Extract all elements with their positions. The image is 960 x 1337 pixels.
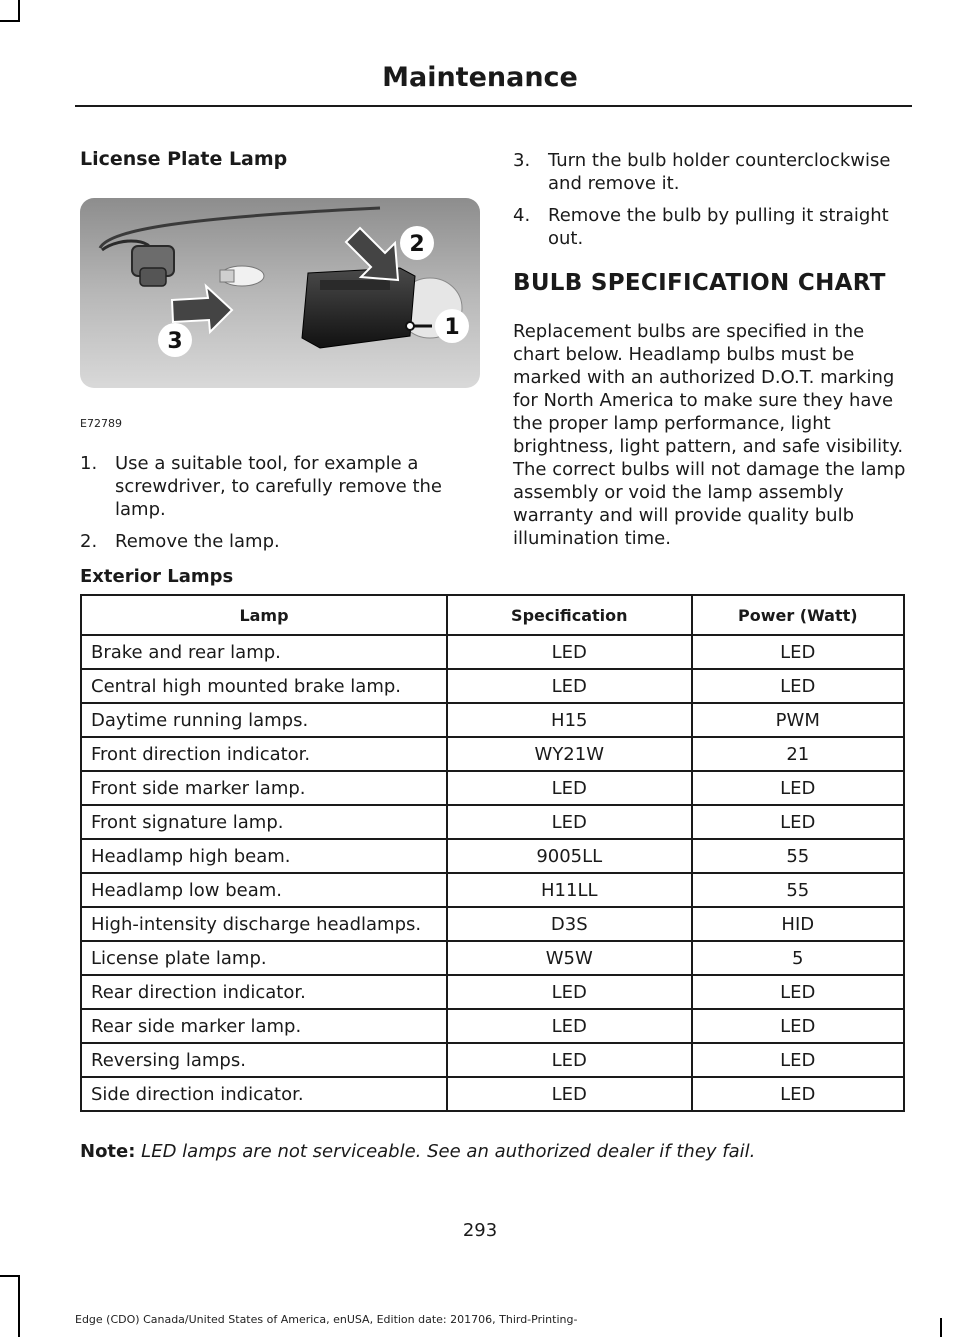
specification-cell: LED: [447, 1009, 692, 1043]
specification-cell: H11LL: [447, 873, 692, 907]
edition-footer: Edge (CDO) Canada/United States of America, enUSA, Edition date: 201706, Third-Printing-: [75, 1313, 578, 1326]
bulb-chart-heading: BULB SPECIFICATION CHART: [513, 270, 886, 296]
table-row: [81, 703, 904, 737]
lamp-cell: Central high mounted brake lamp.: [81, 669, 447, 703]
step-text: Use a suitable tool, for example a screwdriver, to carefully remove the lamp.: [115, 453, 443, 520]
step-text: Remove the lamp.: [115, 531, 280, 552]
step-text: Remove the bulb by pulling it straight out.: [548, 205, 889, 249]
exterior-lamps-table: [80, 594, 905, 1112]
callout-1: [435, 309, 469, 343]
step-number: 3.: [513, 150, 531, 171]
callout-2-label: 2: [409, 232, 425, 257]
table-row: [81, 873, 904, 907]
callout-2: [400, 226, 434, 260]
license-plate-heading: License Plate Lamp: [80, 148, 288, 170]
step-item: [513, 204, 908, 250]
specification-cell: LED: [447, 975, 692, 1009]
power-cell: LED: [692, 975, 904, 1009]
power-cell: 21: [692, 737, 904, 771]
table-row: [81, 907, 904, 941]
step-number: 2.: [80, 531, 98, 552]
column-header-power: Power (Watt): [692, 595, 904, 635]
lamp-cell: Headlamp high beam.: [81, 839, 447, 873]
table-header-row: [81, 595, 904, 635]
table-row: [81, 635, 904, 669]
power-cell: LED: [692, 1077, 904, 1111]
callout-1-label: 1: [444, 315, 460, 340]
lamp-cell: Reversing lamps.: [81, 1043, 447, 1077]
power-cell: LED: [692, 771, 904, 805]
lamp-cell: Daytime running lamps.: [81, 703, 447, 737]
crop-mark-bottom-left: [0, 1275, 20, 1277]
crop-mark-top-left: [0, 20, 20, 22]
specification-cell: LED: [447, 635, 692, 669]
step-number: 4.: [513, 205, 531, 226]
crop-mark-bottom-left: [18, 1275, 20, 1337]
license-plate-lamp-illustration: [80, 198, 480, 388]
crop-mark-top-left: [18, 0, 20, 22]
lamp-cell: Front direction indicator.: [81, 737, 447, 771]
step-item: [80, 452, 475, 521]
table-row: [81, 669, 904, 703]
table-row: [81, 1077, 904, 1111]
step-item: [513, 149, 908, 195]
specification-cell: WY21W: [447, 737, 692, 771]
power-cell: LED: [692, 1009, 904, 1043]
specification-cell: 9005LL: [447, 839, 692, 873]
step-item: [80, 530, 475, 553]
callout-3: [158, 323, 192, 357]
table-row: [81, 1009, 904, 1043]
lamp-cell: Side direction indicator.: [81, 1077, 447, 1111]
lamp-cell: Headlamp low beam.: [81, 873, 447, 907]
specification-cell: LED: [447, 1077, 692, 1111]
page-header-title: Maintenance: [382, 62, 578, 93]
steps-list-left: [80, 452, 475, 562]
column-header-specification: Specification: [447, 595, 692, 635]
exterior-lamps-heading: Exterior Lamps: [80, 566, 234, 587]
license-plate-lamp-figure: [80, 198, 480, 388]
lamp-cell: High-intensity discharge headlamps.: [81, 907, 447, 941]
table-row: [81, 941, 904, 975]
power-cell: LED: [692, 805, 904, 839]
specification-cell: D3S: [447, 907, 692, 941]
table-row: [81, 771, 904, 805]
specification-cell: LED: [447, 805, 692, 839]
power-cell: LED: [692, 1043, 904, 1077]
power-cell: 5: [692, 941, 904, 975]
steps-list-right: [513, 149, 908, 259]
figure-code: E72789: [80, 417, 122, 430]
lamp-cell: Front signature lamp.: [81, 805, 447, 839]
note: [80, 1141, 755, 1162]
header-divider: [75, 105, 912, 107]
specification-cell: LED: [447, 669, 692, 703]
crop-mark-bottom-right: [940, 1318, 942, 1337]
specification-cell: LED: [447, 1043, 692, 1077]
step-text: Turn the bulb holder counterclockwise and remove it.: [548, 150, 891, 194]
specification-cell: LED: [447, 771, 692, 805]
lamp-cell: Brake and rear lamp.: [81, 635, 447, 669]
lamp-cell: License plate lamp.: [81, 941, 447, 975]
bulb-chart-intro: Replacement bulbs are specified in the chart below. Headlamp bulbs must be marked with an authorized D.O.T. marking for North America to make sure they have the proper lamp performance, light brightness, light pattern, and safe visibility. The correct bulbs will not damage the lamp assembly or void the lamp assembly warranty and will provide quality bulb illumination time.: [513, 321, 906, 549]
table-row: [81, 737, 904, 771]
table-row: [81, 975, 904, 1009]
note-label: Note:: [80, 1141, 136, 1162]
power-cell: 55: [692, 873, 904, 907]
power-cell: PWM: [692, 703, 904, 737]
specification-cell: W5W: [447, 941, 692, 975]
power-cell: 55: [692, 839, 904, 873]
column-header-lamp: Lamp: [81, 595, 447, 635]
note-text: LED lamps are not serviceable. See an authorized dealer if they fail.: [135, 1141, 756, 1162]
page-number: 293: [462, 1220, 498, 1241]
power-cell: LED: [692, 635, 904, 669]
callout-3-label: 3: [167, 329, 183, 354]
step-number: 1.: [80, 453, 98, 474]
specification-cell: H15: [447, 703, 692, 737]
power-cell: LED: [692, 669, 904, 703]
table-row: [81, 839, 904, 873]
power-cell: HID: [692, 907, 904, 941]
lamp-cell: Rear direction indicator.: [81, 975, 447, 1009]
table-row: [81, 805, 904, 839]
table-row: [81, 1043, 904, 1077]
lamp-cell: Front side marker lamp.: [81, 771, 447, 805]
lamp-cell: Rear side marker lamp.: [81, 1009, 447, 1043]
